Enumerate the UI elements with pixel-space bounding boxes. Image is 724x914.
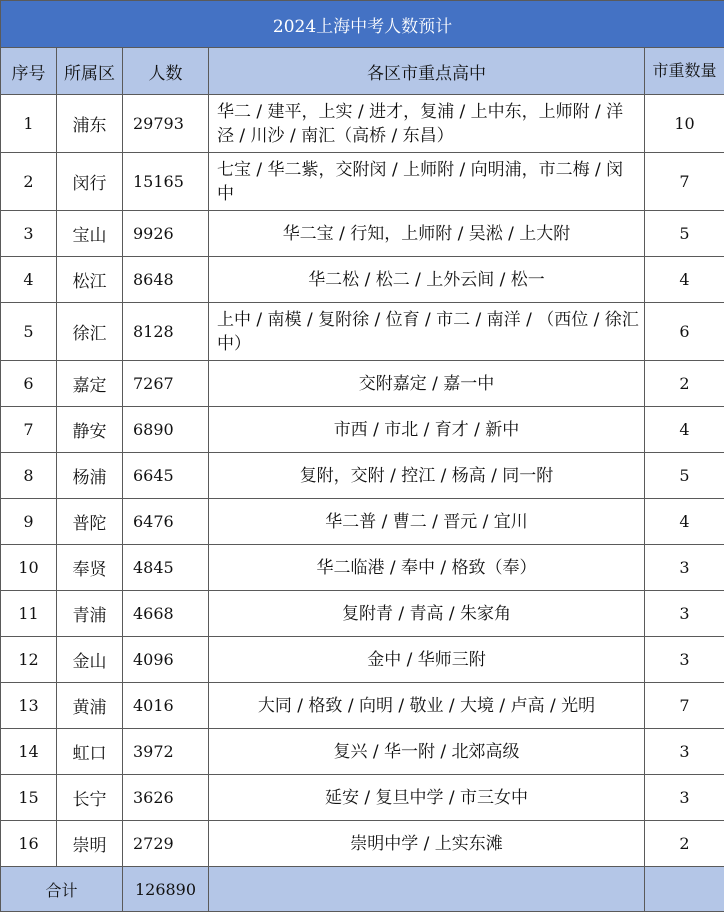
row-key-count: 4 [645,407,724,453]
row-index: 9 [1,499,57,545]
row-key-count: 2 [645,821,724,867]
total-label: 合计 [1,867,123,912]
row-schools: 华二松 / 松二 / 上外云间 / 松一 [209,257,645,303]
row-district: 松江 [57,257,123,303]
row-count: 6476 [123,499,209,545]
row-district: 虹口 [57,729,123,775]
row-schools: 交附嘉定 / 嘉一中 [209,361,645,407]
row-count: 29793 [123,95,209,153]
row-index: 7 [1,407,57,453]
row-district: 徐汇 [57,303,123,361]
header-index: 序号 [1,48,57,95]
table-row [1,683,724,729]
row-district: 普陀 [57,499,123,545]
row-schools: 华二宝 / 行知，上师附 / 吴淞 / 上大附 [209,211,645,257]
row-count: 6890 [123,407,209,453]
row-district: 金山 [57,637,123,683]
row-district: 黄浦 [57,683,123,729]
table-row [1,775,724,821]
row-schools: 复附，交附 / 控江 / 杨高 / 同一附 [209,453,645,499]
header-schools: 各区市重点高中 [209,48,645,95]
row-index: 5 [1,303,57,361]
row-count: 3626 [123,775,209,821]
row-district: 奉贤 [57,545,123,591]
row-district: 长宁 [57,775,123,821]
row-index: 15 [1,775,57,821]
row-index: 1 [1,95,57,153]
header-row [1,48,724,95]
table-row [1,361,724,407]
row-district: 宝山 [57,211,123,257]
row-district: 杨浦 [57,453,123,499]
row-key-count: 3 [645,637,724,683]
row-key-count: 3 [645,591,724,637]
table-row [1,211,724,257]
row-district: 浦东 [57,95,123,153]
row-key-count: 3 [645,775,724,821]
table-row [1,821,724,867]
table-row [1,545,724,591]
table-title: 2024上海中考人数预计 [1,1,724,48]
table-row [1,95,724,153]
row-schools: 大同 / 格致 / 向明 / 敬业 / 大境 / 卢高 / 光明 [209,683,645,729]
row-index: 13 [1,683,57,729]
row-index: 11 [1,591,57,637]
row-count: 4668 [123,591,209,637]
row-count: 6645 [123,453,209,499]
row-key-count: 7 [645,683,724,729]
row-index: 14 [1,729,57,775]
row-key-count: 3 [645,545,724,591]
row-key-count: 3 [645,729,724,775]
row-key-count: 4 [645,257,724,303]
row-key-count: 6 [645,303,724,361]
row-count: 4096 [123,637,209,683]
row-schools: 华二临港 / 奉中 / 格致（奉） [209,545,645,591]
total-row [1,867,724,912]
row-schools: 延安 / 复旦中学 / 市三女中 [209,775,645,821]
row-count: 4845 [123,545,209,591]
row-district: 静安 [57,407,123,453]
row-index: 10 [1,545,57,591]
row-count: 2729 [123,821,209,867]
row-count: 15165 [123,153,209,211]
row-key-count: 5 [645,453,724,499]
row-district: 青浦 [57,591,123,637]
row-schools: 上中 / 南模 / 复附徐 / 位育 / 市二 / 南洋 / （西位 / 徐汇中） [209,303,645,361]
row-schools: 华二 / 建平，上实 / 进才，复浦 / 上中东，上师附 / 洋泾 / 川沙 / 南汇（高桥 / 东昌） [209,95,645,153]
row-schools: 市西 / 市北 / 育才 / 新中 [209,407,645,453]
table-row [1,303,724,361]
row-district: 闵行 [57,153,123,211]
row-schools: 复附青 / 青高 / 朱家角 [209,591,645,637]
table-row [1,407,724,453]
row-schools: 金中 / 华师三附 [209,637,645,683]
row-district: 嘉定 [57,361,123,407]
table-row [1,257,724,303]
row-key-count: 10 [645,95,724,153]
row-count: 9926 [123,211,209,257]
header-district: 所属区 [57,48,123,95]
row-key-count: 4 [645,499,724,545]
row-key-count: 7 [645,153,724,211]
row-count: 4016 [123,683,209,729]
row-key-count: 5 [645,211,724,257]
row-district: 崇明 [57,821,123,867]
row-schools: 复兴 / 华一附 / 北郊高级 [209,729,645,775]
total-count: 126890 [123,867,209,912]
table-row [1,637,724,683]
row-index: 12 [1,637,57,683]
row-index: 4 [1,257,57,303]
row-index: 8 [1,453,57,499]
total-schools-empty [209,867,645,912]
row-key-count: 2 [645,361,724,407]
row-index: 16 [1,821,57,867]
total-key-count-empty [645,867,724,912]
row-index: 6 [1,361,57,407]
row-count: 8128 [123,303,209,361]
row-index: 2 [1,153,57,211]
row-count: 3972 [123,729,209,775]
header-count: 人数 [123,48,209,95]
row-schools: 华二普 / 曹二 / 晋元 / 宜川 [209,499,645,545]
table-row [1,729,724,775]
table-row [1,453,724,499]
row-count: 8648 [123,257,209,303]
header-key-count: 市重数量 [645,48,724,95]
row-index: 3 [1,211,57,257]
table-body [1,95,724,867]
table-row [1,499,724,545]
row-schools: 七宝 / 华二紫，交附闵 / 上师附 / 向明浦，市二梅 / 闵中 [209,153,645,211]
table-row [1,153,724,211]
row-count: 7267 [123,361,209,407]
table-row [1,591,724,637]
row-schools: 崇明中学 / 上实东滩 [209,821,645,867]
